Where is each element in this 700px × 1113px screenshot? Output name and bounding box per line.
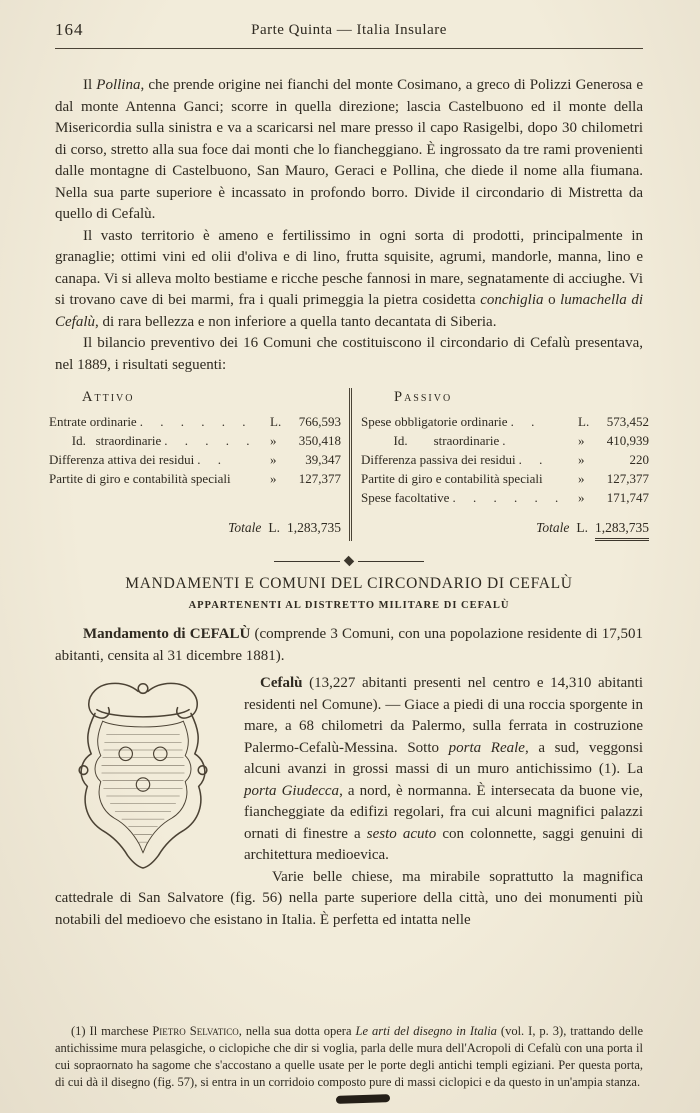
- currency-symbol: »: [270, 433, 277, 448]
- ink-smudge-artifact: [336, 1094, 390, 1104]
- footnote-text: (1) Il marchese Pietro Selvatico, nella sua dotta opera Le arti del disegno in Italia (vol. I, p. 3), trattando delle antichissime mura pelasgiche, o ciclopiche che dir si voglia, parla delle mura dell'Acropoli di Cefalù con una porta il cui sopraornato ha sagome che s'accostano a quelle usate per le porte degli antichi templi egiziani. Per questa porta, di cui dà il disegno (fig. 57), si entra in un corridoio composto pure di massi ciclopici e da questo in un'ampia stanza.: [55, 1024, 644, 1089]
- divider-line: [274, 561, 340, 562]
- row-label: Partite di giro e contabilità speciali: [361, 471, 543, 486]
- balance-table: [49, 388, 649, 541]
- coat-of-arms-engraving: [55, 677, 231, 869]
- attivo-total: [49, 518, 341, 537]
- currency-symbol: »: [578, 471, 585, 486]
- dot-leader: . . . . . .: [139, 414, 253, 429]
- total-amount: 1,283,735: [287, 520, 341, 535]
- page-number: 164: [55, 20, 84, 39]
- table-row: [361, 412, 649, 431]
- table-row: [49, 450, 341, 469]
- section-divider-ornament: [274, 557, 424, 565]
- amount: 350,418: [298, 433, 341, 448]
- running-title: Parte Quinta — Italia Insulare: [251, 22, 447, 38]
- paragraph-bilancio: Il bilancio preventivo dei 16 Comuni che costituiscono il circondario di Cefalù presentava, nel 1889, i risultati seguenti:: [55, 335, 643, 373]
- total-label: Totale: [228, 520, 262, 535]
- currency-symbol: L.: [270, 414, 282, 429]
- currency-symbol: »: [578, 452, 585, 467]
- diamond-ornament-icon: [344, 556, 354, 566]
- table-row: [49, 412, 341, 431]
- amount: 39,347: [305, 452, 341, 467]
- table-row: [361, 469, 649, 488]
- total-amount: 1,283,735: [595, 518, 649, 541]
- row-label: Id. straordinarie: [361, 433, 500, 448]
- currency-symbol: L.: [578, 414, 590, 429]
- passivo-column: [349, 388, 649, 541]
- currency-symbol: »: [270, 452, 277, 467]
- currency-symbol: »: [578, 490, 585, 505]
- currency-symbol: »: [270, 471, 277, 486]
- dot-leader: . .: [197, 452, 228, 467]
- currency-symbol: »: [578, 433, 585, 448]
- table-row: [49, 431, 341, 450]
- amount: 573,452: [606, 414, 649, 429]
- passivo-total: [361, 518, 649, 541]
- row-label: Differenza attiva dei residui: [49, 452, 195, 467]
- section-heading: MANDAMENTI E COMUNI DEL CIRCONDARIO DI CEFALÙ: [125, 575, 573, 592]
- row-label: Id. straordinarie: [49, 433, 162, 448]
- total-label: Totale: [536, 520, 570, 535]
- table-row: [361, 431, 649, 450]
- paragraph-territorio: Il vasto territorio è ameno e fertilissimo in ogni sorta di prodotti, principalmente in granaglie; ottimi vini ed olii d'oliva e di lino, frutta squisite, agrumi, mandorle, manna, lino e canapa. Vi si alleva molto bestiame e ricche pesche fannosi in mare, segnatamente di acciughe. Vi si trovano cave di bei marmi, fra i quali primeggia la pietra cosidetta conchiglia o lumachella di Cefalù, di rara bellezza e non inferiore a quella tanto decantata di Siberia.: [55, 227, 643, 330]
- cefalu-section: [55, 673, 643, 931]
- table-row: [361, 450, 649, 469]
- amount: 127,377: [606, 471, 649, 486]
- amount: 171,747: [606, 490, 649, 505]
- amount: 410,939: [606, 433, 649, 448]
- currency-symbol: L.: [576, 520, 588, 535]
- row-label: Entrate ordinarie: [49, 414, 137, 429]
- amount: 220: [629, 452, 649, 467]
- attivo-column: [49, 388, 349, 541]
- row-label: Differenza passiva dei residui: [361, 452, 516, 467]
- row-label: Spese facoltative: [361, 490, 450, 505]
- main-text: [55, 75, 643, 376]
- header-rule: [55, 48, 643, 49]
- dot-leader: .: [502, 433, 513, 448]
- amount: 766,593: [298, 414, 341, 429]
- row-label: Spese obbligatorie ordinarie: [361, 414, 508, 429]
- stemma-svg: [55, 677, 231, 869]
- dot-leader: . .: [518, 452, 550, 467]
- page-header: [55, 20, 643, 42]
- dot-leader: . . . . . .: [452, 490, 566, 505]
- dot-leader: . . . . .: [164, 433, 257, 448]
- row-label: Partite di giro e contabilità speciali: [49, 471, 231, 486]
- dot-leader: . .: [510, 414, 542, 429]
- paragraph-chiese: Varie belle chiese, ma mirabile soprattutto la magnifica cattedrale di San Salvatore (fig. 56) nella parte superiore della città, uno dei monumenti più notabili del medioevo che esistano in Italia. È perfetta ed intatta nelle: [55, 868, 643, 928]
- paragraph-pollina: Il Pollina, che prende origine nei fianchi del monte Cosimano, a greco di Polizzi Generosa e dal monte Antenna Ganci; scorre in quella direzione; lascia Castelbuono ed il monte della Misericordia sulla sinistra e va a scaricarsi nel mare presso il capo Rasigelbi, dopo 30 chilometri di corso, stretto alla sua foce dai monti che lo fiancheggiano. È ingrossato da tre rami provenienti dalle montagne di Castelbuono, San Mauro, Geraci e Pollina, che diede il nome alla fiumana. Nella sua parte superiore è incassato in profondo borro. Divide il circondario di Mistretta da quello di Cefalù.: [55, 77, 643, 222]
- table-row: [49, 469, 341, 488]
- section-subheading: APPARTENENTI AL DISTRETTO MILITARE DI CEFALÙ: [188, 600, 510, 611]
- divider-line: [358, 561, 424, 562]
- spacer: [49, 488, 341, 507]
- amount: 127,377: [298, 471, 341, 486]
- attivo-header: Attivo: [82, 389, 135, 405]
- table-row: [361, 488, 649, 507]
- currency-symbol: L.: [268, 520, 280, 535]
- paragraph-mandamento: Mandamento di CEFALÙ (comprende 3 Comuni, con una popolazione residente di 17,501 abitanti, censita al 31 dicembre 1881).: [55, 626, 643, 664]
- passivo-header: Passivo: [394, 389, 453, 405]
- paragraph-cefalu: Cefalù (13,227 abitanti presenti nel centro e 14,310 abitanti residenti nel Comune). — Giace a piedi di una roccia sporgente in mare, a 68 chilometri da Palermo, sulla ferrata in costruzione Palermo-Cefalù-Messina. Sotto porta Reale, a sud, veggonsi alcuni avanzi in grossi massi di un muro antichissimo (1). La porta Giudecca, a nord, è normanna. È intersecata da buone vie, fiancheggiate da edifizi regolari, fra cui alcuni magnifici palazzi ornati di finestre a sesto acuto con colonnette, saggi genuini di architettura medioevica.: [244, 675, 644, 863]
- footnote: [55, 1023, 643, 1091]
